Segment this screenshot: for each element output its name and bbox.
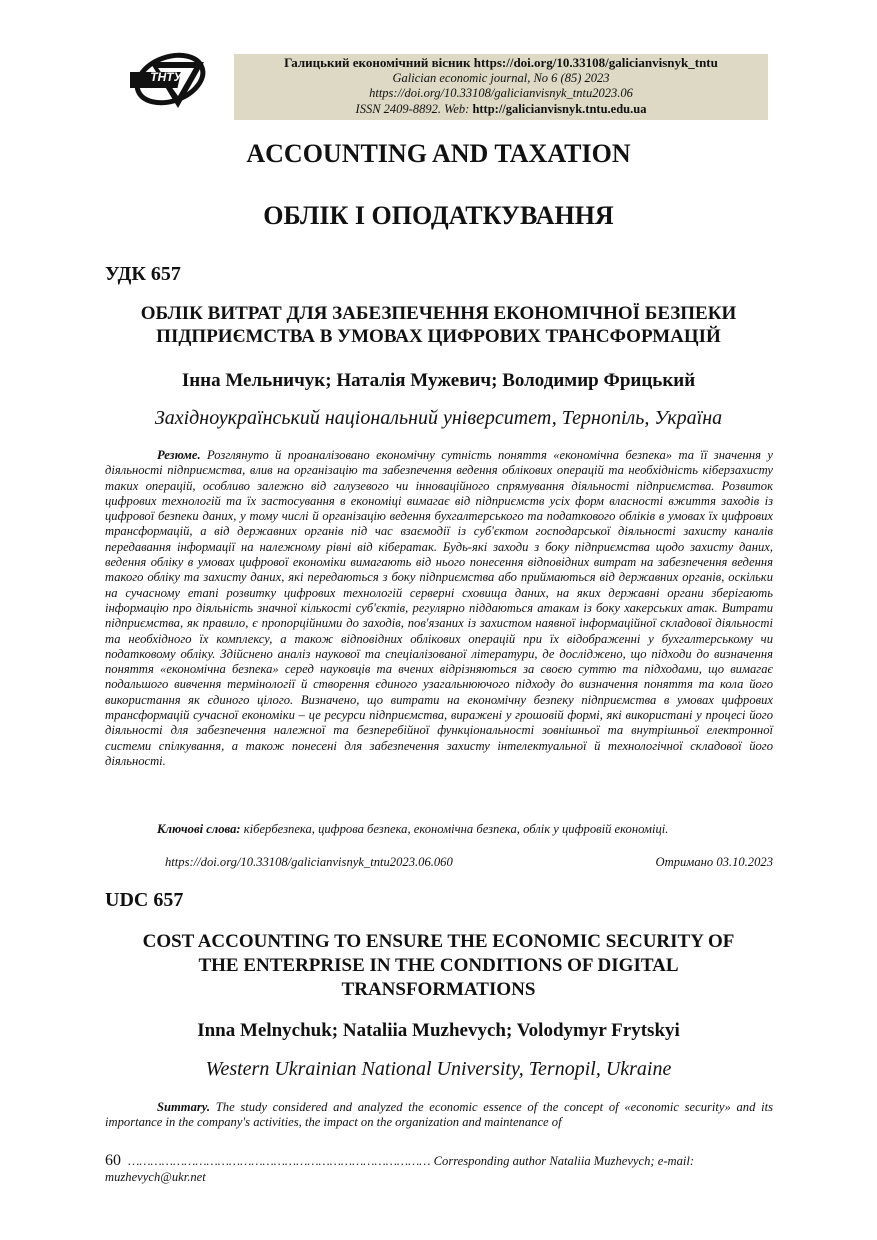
abstract-ua-lead: Резюме. (157, 448, 201, 462)
footer-dots: ……………………………………………………………………… (125, 1154, 434, 1168)
keywords-ua-text: кібербезпека, цифрова безпека, економічна безпека, облік у цифровій економіці. (240, 822, 669, 836)
abstract-en (105, 1100, 773, 1131)
title-ua-line-2: ПІДПРИЄМСТВА В УМОВАХ ЦИФРОВИХ ТРАНСФОРМАЦІЙ (156, 326, 721, 347)
page-number: 60 (105, 1152, 121, 1169)
title-ua-line-1: ОБЛІК ВИТРАТ ДЛЯ ЗАБЕЗПЕЧЕННЯ ЕКОНОМІЧНОЇ БЕЗПЕКИ (140, 303, 737, 324)
abstract-ua (105, 448, 773, 769)
section-title-ua: ОБЛІК І ОПОДАТКУВАННЯ (263, 201, 614, 230)
logo-text: ТНТУ (150, 70, 182, 84)
udc-en: UDC 657 (105, 889, 184, 911)
journal-title-line: Галицький економічний вісник https://doi.org/10.33108/galicianvisnyk_tntu (284, 55, 718, 70)
authors-ua: Інна Мельничук; Наталія Мужевич; Володимир Фрицький (181, 370, 696, 391)
article-title-ua (0, 302, 877, 348)
affiliation-ua: Західноукраїнський національний університет, Тернопіль, Україна (154, 407, 723, 429)
section-title-en: ACCOUNTING AND TAXATION (246, 139, 631, 168)
article-title-en (0, 930, 877, 1002)
received-date: Отримано 03.10.2023 (655, 855, 773, 869)
issn-text: ISSN 2409-8892. Web: (355, 101, 473, 116)
article-doi-link[interactable]: https://doi.org/10.33108/galicianvisnyk_tntu2023.06.060 (165, 855, 453, 869)
page-footer (105, 1152, 773, 1185)
corresponding-author: Corresponding author Nataliia Muzhevych; e-mail: muzhevych@ukr.net (105, 1154, 695, 1184)
affiliation-en: Western Ukrainian National University, Ternopil, Ukraine (205, 1058, 672, 1080)
journal-web-link[interactable]: http://galicianvisnyk.tntu.edu.ua (472, 101, 647, 116)
journal-issue-line: Galician economic journal, No 6 (85) 2023 (392, 70, 610, 85)
title-en-line-3: TRANSFORMATIONS (341, 979, 536, 1000)
authors-en: Inna Melnychuk; Nataliia Muzhevych; Volodymyr Frytskyi (197, 1020, 680, 1041)
journal-issue-doi: https://doi.org/10.33108/galicianvisnyk_tntu2023.06 (369, 86, 633, 100)
abstract-en-lead: Summary. (157, 1100, 211, 1114)
title-en-line-2: THE ENTERPRISE IN THE CONDITIONS OF DIGITAL (198, 955, 679, 976)
keywords-ua-lead: Ключові слова: (157, 822, 241, 836)
abstract-en-text: The study considered and analyzed the economic essence of the concept of «economic security» and its importance in the company's activities, the impact on the organization and maintenance of (105, 1100, 773, 1130)
journal-header-box (234, 54, 768, 120)
title-en-line-1: COST ACCOUNTING TO ENSURE THE ECONOMIC SECURITY OF (142, 931, 735, 952)
journal-issn-line (234, 102, 768, 118)
udc-ua: УДК 657 (105, 263, 181, 285)
abstract-ua-text: Розглянуто й проаналізовано економічну сутність поняття «економічна безпека» та її значення у діяльності підприємства, влив на організацію та забезпечення ведення облікових операцій та необхідність кіберзахисту таких операцій, особливо залежно від галузевого чи інноваційного спрямування діяльності підприємства. Розвиток цифрових технологій та їх застосування в економіці вимагає від підприємств усіх форм власності вжиття заходів із цифрової безпеки даних, у тому числі й організацію ведення бухгалтерського та податкового обліків в умовах їх цифрових трансформацій, а від державних органів під час взаємодії із суб'єктом господарської діяльності захисту каналів передавання інформації на належному рівні від кібератак. Будь-які заходи з боку підприємства щодо захисту даних, ведення обліку в умовах цифрової економіки вимагають від нього понесення відповідних витрат на забезпечення ведення такого обліку та захисту даних, які передаються з боку підприємства або приймаються від державних органів, оскільки на сучасному етапі розвитку цифрових технологій серверні сховища даних, на яких державні органи зберігають інформацію про діяльність значної кількості суб'єктів, регулярно піддаються атакам із боку хакерських атак. Витрати підприємства, як правило, є пропорційними до заходів, пов'язаних із захистом наявної інформаційної складової діяльності та необхідного їх комплексу, а також відповідних облікових операцій при їх відображенні у бухгалтерському чи податковому обліку. Здійснено аналіз наукової та спеціалізованої літератури, де досліджено, що підходи до визначення поняття «економічна безпека» серед науковців та вчених відрізняються за своєю суттю та підходами, що вимагає подальшого вивчення термінології й створення єдиного узагальнюючого підходу до визначення поняття та кола його використання як єдиного цілого. Визначено, що витрати на економічну безпеку підприємства в умовах цифрових трансформацій сучасної економіки – це ресурси підприємства, виражені у грошовій формі, які використані у процесі його діяльності для забезпечення належної та безперебійної функціональності зовнішньої та внутрішньої електронної системи спілкування, а також понесені для забезпечення захисту інтелектуальної й технологічної складової його діяльності. (105, 448, 773, 768)
keywords-ua (157, 822, 668, 837)
